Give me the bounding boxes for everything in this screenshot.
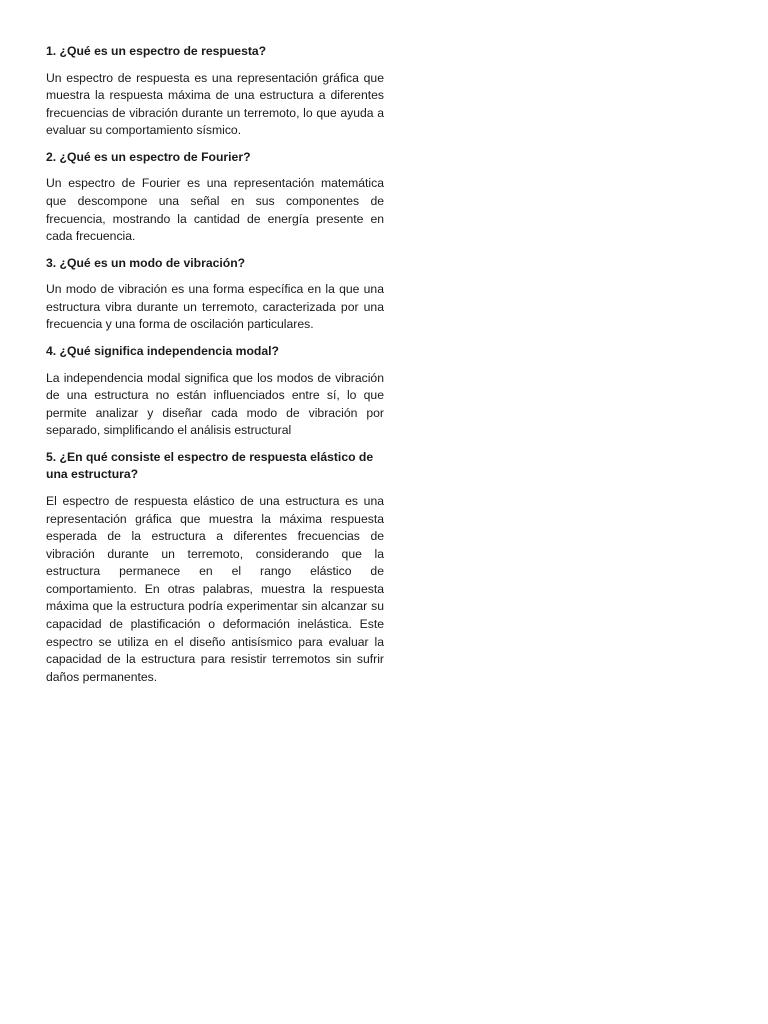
question-heading: 4. ¿Qué significa independencia modal? [46, 344, 279, 359]
qa-section [46, 255, 384, 334]
qa-section [46, 449, 384, 687]
qa-section [46, 149, 384, 246]
qa-section [46, 43, 384, 140]
qa-section [46, 343, 384, 440]
document-body [46, 43, 384, 695]
answer-paragraph: Un espectro de Fourier es una representación matemática que descompone una señal en sus componentes de frecuencia, mostrando la cantidad de energía presente en cada frecuencia. [46, 176, 384, 244]
question-heading: 5. ¿En qué consiste el espectro de respuesta elástico de una estructura? [46, 449, 374, 482]
question-heading: 3. ¿Qué es un modo de vibración? [46, 255, 246, 270]
answer-paragraph: Un modo de vibración es una forma específica en la que una estructura vibra durante un terremoto, caracterizada por una frecuencia y una forma de oscilación particulares. [46, 282, 384, 332]
question-heading: 1. ¿Qué es un espectro de respuesta? [46, 44, 267, 58]
answer-paragraph: La independencia modal significa que los modos de vibración de una estructura no están influenciados entre sí, lo que permite analizar y diseñar cada modo de vibración por separado, simplificando el análisis estructural [46, 370, 384, 438]
answer-paragraph: El espectro de respuesta elástico de una estructura es una representación gráfica que muestra la máxima respuesta esperada de la estructura a diferentes frecuencias de vibración durante un terremoto, considerando que la estructura permanece en el rango elástico de comportamiento. En otras palabras, muestra la respuesta máxima que la estructura podría experimentar sin alcanzar su capacidad de plastificación o deformación inelástica. Este espectro se utiliza en el diseño antisísmico para evaluar la capacidad de la estructura para resistir terremotos sin sufrir daños permanentes. [46, 493, 384, 684]
answer-paragraph: Un espectro de respuesta es una representación gráfica que muestra la respuesta máxima de una estructura a diferentes frecuencias de vibración durante un terremoto, lo que ayuda a evaluar su comportamiento sísmico. [46, 70, 384, 138]
question-heading: 2. ¿Qué es un espectro de Fourier? [46, 149, 251, 164]
